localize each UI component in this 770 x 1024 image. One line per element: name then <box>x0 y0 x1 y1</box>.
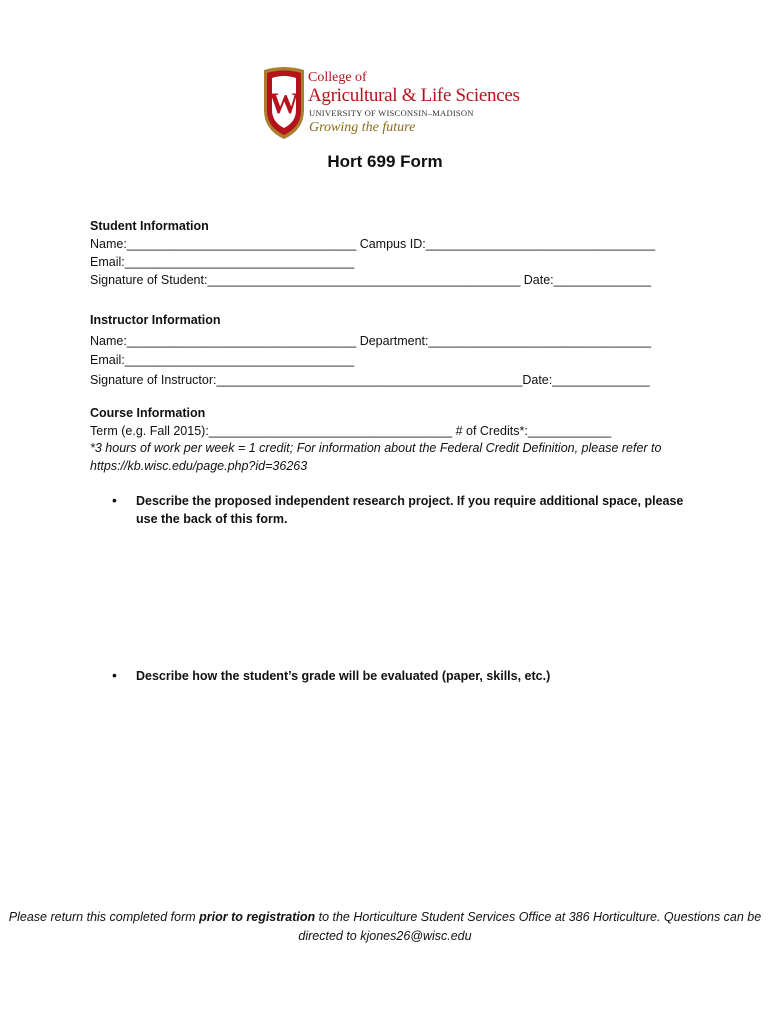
credit-definition-link[interactable]: https://kb.wisc.edu/page.php?id=36263 <box>90 459 308 473</box>
logo-university: UNIVERSITY OF WISCONSIN–MADISON <box>309 108 474 118</box>
return-instructions <box>0 908 770 946</box>
bullet-icon: • <box>112 667 117 683</box>
student-signature-date-field[interactable]: Signature of Student:_____________________________________________ Date:______________ <box>90 273 651 287</box>
logo-tagline: Growing the future <box>309 120 416 135</box>
instructor-name-department-field[interactable]: Name:_________________________________ Department:________________________________ <box>90 334 651 348</box>
course-section-heading: Course Information <box>90 406 206 420</box>
grade-evaluation-prompt: Describe how the student’s grade will be evaluated (paper, skills, etc.) <box>136 669 551 683</box>
form-title: Hort 699 Form <box>327 152 443 171</box>
student-name-campus-id-field[interactable]: Name:_________________________________ Campus ID:_________________________________ <box>90 237 656 251</box>
instructor-email-field[interactable]: Email:_________________________________ <box>90 353 355 367</box>
college-logo <box>262 66 522 142</box>
footer-emphasis: prior to registration <box>199 910 316 924</box>
footer-text-start: Please return this completed form <box>8 910 200 924</box>
student-email-field[interactable]: Email:_________________________________ <box>90 255 355 269</box>
credit-definition-note: *3 hours of work per week = 1 credit; For information about the Federal Credit Definition, please refer to <box>90 441 662 455</box>
research-project-prompt: Describe the proposed independent research project. If you require additional space, please use the back of this form. <box>136 494 684 526</box>
logo-college-name: Agricultural & Life Sciences <box>308 85 520 106</box>
bullet-icon: • <box>112 492 117 508</box>
footer-text-end: to the Horticulture Student Services Office at 386 Horticulture. Questions can be directed to kjones26@wisc.edu <box>298 910 762 943</box>
svg-text:W: W <box>269 87 299 120</box>
instructor-section-heading: Instructor Information <box>90 313 221 327</box>
student-section-heading: Student Information <box>90 219 209 233</box>
uw-crest-icon <box>262 66 306 140</box>
course-term-credits-field[interactable]: Term (e.g. Fall 2015):___________________________________ # of Credits*:____________ <box>90 424 612 438</box>
logo-college-of: College of <box>308 70 367 85</box>
instructor-signature-date-field[interactable]: Signature of Instructor:____________________________________________Date:______________ <box>90 373 650 387</box>
